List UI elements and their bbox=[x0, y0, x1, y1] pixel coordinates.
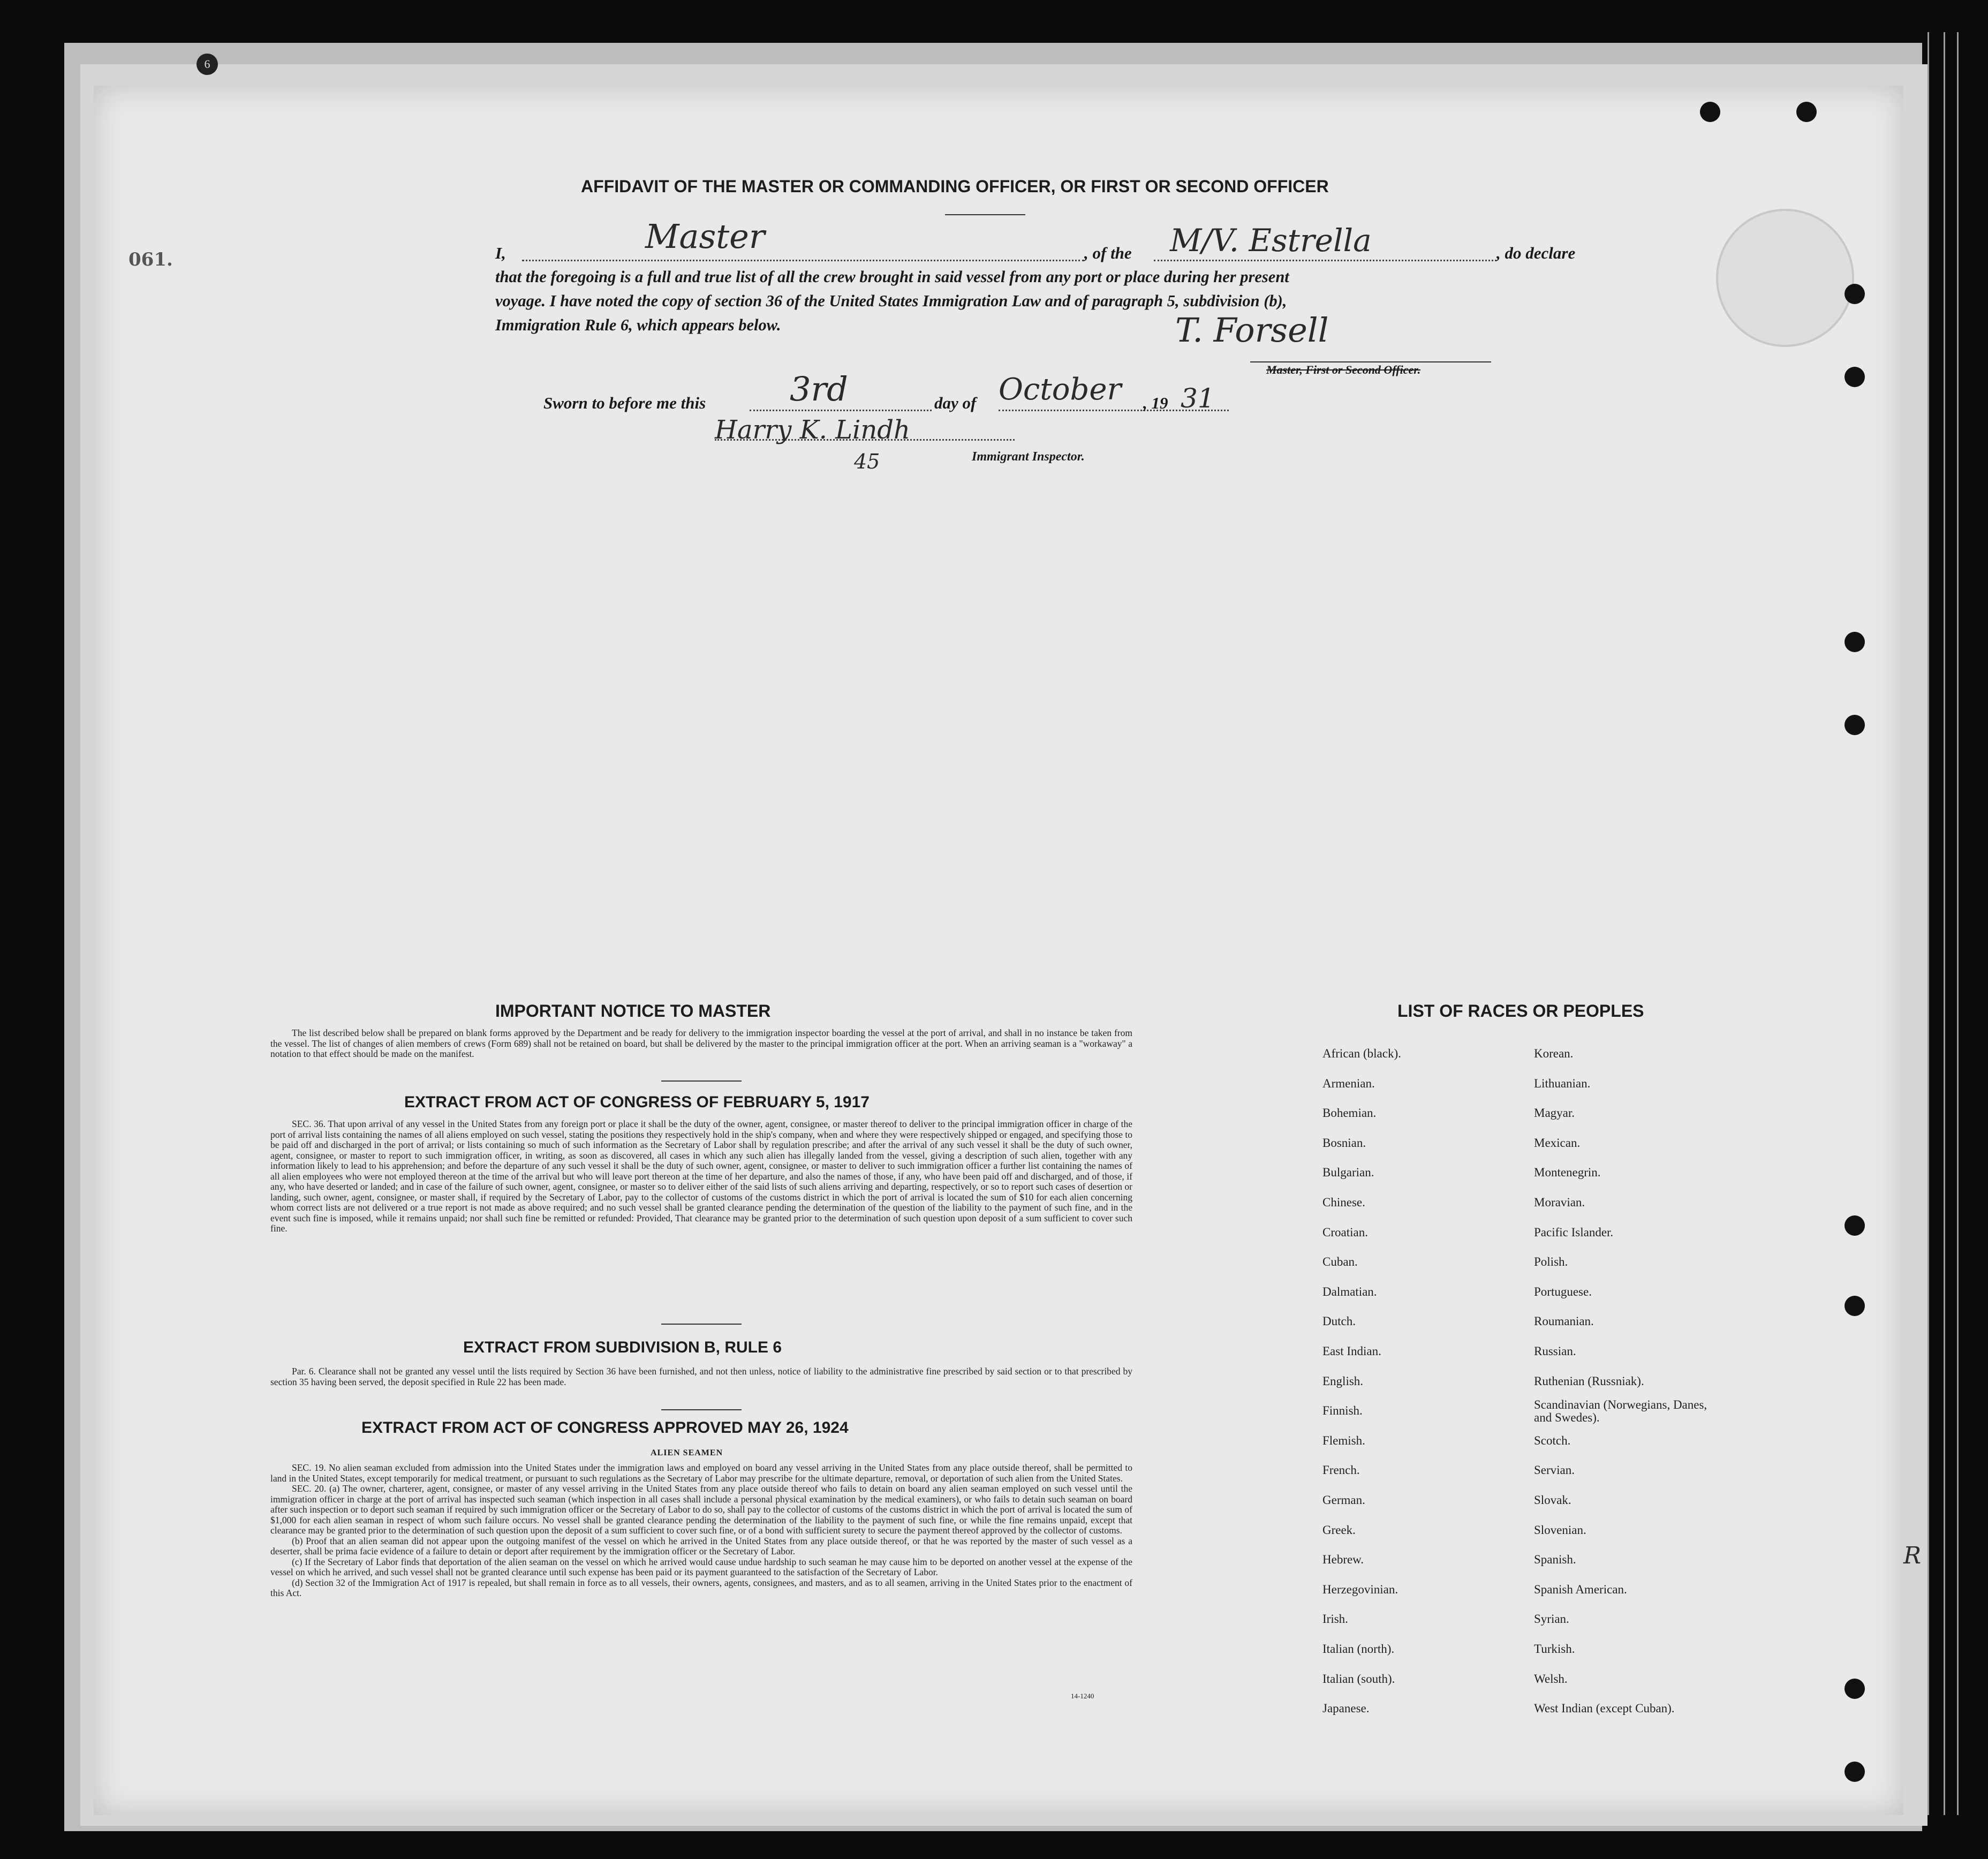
race-item: Spanish American. bbox=[1534, 1582, 1627, 1596]
side-number: 061. bbox=[128, 249, 173, 270]
race-item: Roumanian. bbox=[1534, 1314, 1594, 1328]
race-item: Greek. bbox=[1322, 1523, 1356, 1537]
race-item: Portuguese. bbox=[1534, 1284, 1592, 1298]
race-item: Slovak. bbox=[1534, 1493, 1571, 1507]
signature-line bbox=[1250, 361, 1491, 362]
sworn-label: Sworn to before me this bbox=[543, 394, 706, 412]
race-item: African (black). bbox=[1322, 1047, 1401, 1060]
race-item: Scandinavian (Norwegians, Danes, and Swedes). bbox=[1534, 1398, 1707, 1425]
day-handwritten: 3rd bbox=[790, 369, 848, 409]
race-item: Montenegrin. bbox=[1534, 1166, 1601, 1180]
margin-mark: R bbox=[1903, 1542, 1922, 1569]
punch-hole bbox=[1845, 284, 1865, 304]
extract-1924-title: EXTRACT FROM ACT OF CONGRESS APPROVED MAY 26, 1924 bbox=[361, 1419, 849, 1437]
title-rule bbox=[945, 214, 1025, 215]
punch-hole bbox=[1845, 1762, 1865, 1782]
i-line bbox=[522, 260, 1084, 261]
race-item: Chinese. bbox=[1322, 1196, 1365, 1209]
extract-1917-title: EXTRACT FROM ACT OF CONGRESS OF FEBRUARY 5, 1917 bbox=[404, 1093, 870, 1111]
race-item: Irish. bbox=[1322, 1612, 1348, 1626]
race-item: Bulgarian. bbox=[1322, 1166, 1374, 1180]
section-divider bbox=[661, 1324, 742, 1325]
punch-hole bbox=[1796, 102, 1817, 122]
race-item: Cuban. bbox=[1322, 1255, 1358, 1269]
race-item: Finnish. bbox=[1322, 1404, 1363, 1418]
month-handwritten: October bbox=[999, 372, 1122, 407]
section-20d-text: (d) Section 32 of the Immigration Act of 1917 is repealed, but shall remain in force as to all vessels, their owners, agents, consignees, and masters, and as to all seamen, arriving in the United States prior to the enactment of this Act. bbox=[270, 1577, 1132, 1598]
race-item: Servian. bbox=[1534, 1463, 1575, 1477]
inspector-initials: 45 bbox=[854, 450, 880, 473]
race-item: Korean. bbox=[1534, 1047, 1574, 1060]
punch-hole bbox=[1845, 1215, 1865, 1236]
affidavit-text-line: that the foregoing is a full and true list of all the crew brought in said vessel from any port or place during her present bbox=[495, 268, 1289, 286]
race-item: Lithuanian. bbox=[1534, 1076, 1591, 1090]
form-number: 14-1240 bbox=[1071, 1692, 1094, 1700]
race-item: Turkish. bbox=[1534, 1642, 1575, 1656]
race-item: French. bbox=[1322, 1463, 1360, 1477]
affidavit-text-line: voyage. I have noted the copy of section 36 of the United States Immigration Law and of paragraph 5, subdivision (b), bbox=[495, 292, 1287, 310]
officer-signature: T. Forsell bbox=[1175, 311, 1329, 350]
race-item: Welsh. bbox=[1534, 1672, 1568, 1686]
race-item: Spanish. bbox=[1534, 1553, 1576, 1567]
manifest-page bbox=[94, 57, 1922, 1815]
vessel-handwritten: M/V. Estrella bbox=[1170, 222, 1372, 259]
race-item: Dalmatian. bbox=[1322, 1284, 1377, 1298]
race-item: Italian (north). bbox=[1322, 1642, 1395, 1656]
alien-seamen-subtitle: ALIEN SEAMEN bbox=[651, 1448, 723, 1457]
section-divider bbox=[661, 1080, 742, 1082]
race-item: Dutch. bbox=[1322, 1314, 1356, 1328]
punch-hole bbox=[1845, 632, 1865, 652]
race-item: Syrian. bbox=[1534, 1612, 1569, 1626]
race-item: German. bbox=[1322, 1493, 1365, 1507]
punch-hole bbox=[1845, 715, 1865, 735]
i-label: I, bbox=[495, 244, 506, 262]
race-item: Croatian. bbox=[1322, 1225, 1368, 1239]
sheet-edge bbox=[1957, 32, 1959, 1815]
race-item: Hebrew. bbox=[1322, 1553, 1364, 1567]
punch-hole bbox=[1845, 1679, 1865, 1699]
races-title: LIST OF RACES OR PEOPLES bbox=[1397, 1001, 1644, 1021]
section-20c-text: (c) If the Secretary of Labor finds that deportation of the alien seaman on the vessel on which he arrived would cause undue hardship to such seaman he may cause him to be deported on another vessel at the expense of the vessel on which he arrived, and such vessel shall not be granted clearance until such expense has been paid or its payment guaranteed to the satisfaction of the Secretary of Labor. bbox=[270, 1556, 1132, 1577]
race-item: Mexican. bbox=[1534, 1136, 1581, 1150]
affidavit-title: AFFIDAVIT OF THE MASTER OR COMMANDING OFFICER, OR FIRST OR SECOND OFFICER bbox=[581, 177, 1329, 196]
inspector-seal bbox=[1716, 209, 1854, 347]
sheet-edge bbox=[1927, 32, 1929, 1815]
day-line bbox=[750, 410, 932, 411]
section-20a-text: SEC. 20. (a) The owner, charterer, agent, consignee, or master of any vessel arriving in the United States from any place outside thereof who fails to detain on board any alien seaman employed on such vessel until the immigration officer in charge at the port of arrival has inspected such seaman (which inspection in all cases shall include a personal physical examination by the medical examiners), or who fails to detain such seaman on board after such inspection or to deport such seaman if required by such immigration officer or the Secretary of Labor to do so, shall pay to the collector of customs of the customs district in which the port of arrival is located the sum of $1,000 for each alien seaman in respect of whom such failure occurs. No vessel shall be granted clearance pending the determination of the liability to the payment of such fine, or while the fine remains unpaid, except that clearance may be granted prior to the determination of such question upon the deposit of a sum sufficient to cover such fine, or of a bond with sufficient surety to secure the payment thereof approved by the collector of customs. bbox=[270, 1483, 1132, 1536]
race-item: Bosnian. bbox=[1322, 1136, 1366, 1150]
section-20b-text: (b) Proof that an alien seaman did not appear upon the outgoing manifest of the vessel on which he arrived in the United States from any place outside thereof, or that he was reported by the master of such vessel as a deserter, shall be prima facie evidence of a failure to detain or deport after requirement by the immigration officer or the Secretary of Labor. bbox=[270, 1535, 1132, 1556]
declare-label: , do declare bbox=[1496, 244, 1576, 262]
day-of-label: day of bbox=[934, 394, 977, 412]
race-item: Armenian. bbox=[1322, 1076, 1375, 1090]
race-item: East Indian. bbox=[1322, 1344, 1381, 1358]
race-item: Italian (south). bbox=[1322, 1672, 1395, 1686]
race-item: Moravian. bbox=[1534, 1196, 1585, 1209]
master-handwritten: Master bbox=[645, 217, 765, 256]
race-item: Polish. bbox=[1534, 1255, 1568, 1269]
race-item: Bohemian. bbox=[1322, 1106, 1377, 1120]
race-item: English. bbox=[1322, 1374, 1364, 1388]
vessel-line bbox=[1154, 260, 1496, 261]
corner-stamp: 6 bbox=[196, 54, 218, 75]
race-item: Pacific Islander. bbox=[1534, 1225, 1614, 1239]
race-item: Scotch. bbox=[1534, 1433, 1571, 1447]
race-item: Slovenian. bbox=[1534, 1523, 1586, 1537]
race-item: Herzegovinian. bbox=[1322, 1582, 1399, 1596]
race-item: West Indian (except Cuban). bbox=[1534, 1702, 1675, 1716]
subdivision-text: Par. 6. Clearance shall not be granted any vessel until the lists required by Section 36 have been furnished, and not then unless, notice of liability to the administrative fine prescribed by said section or to that prescribed by section 35 having been served, the deposit specified in Rule 22 has been made. bbox=[270, 1366, 1132, 1387]
affidavit-text-line: Immigration Rule 6, which appears below. bbox=[495, 316, 781, 334]
section-19-text: SEC. 19. No alien seaman excluded from admission into the United States under the immigration laws and employed on board any vessel arriving in the United States from any place outside thereof, shall be permitted to land in the United States, except temporarily for medical treatment, or pursuant to such regulations as the Secretary of Labor may prescribe for the ultimate departure, removal, or deportation of such alien from the United States. bbox=[270, 1462, 1132, 1484]
notice-title: IMPORTANT NOTICE TO MASTER bbox=[495, 1001, 771, 1021]
race-item: Magyar. bbox=[1534, 1106, 1575, 1120]
sheet-edge bbox=[1944, 32, 1945, 1815]
race-item: Ruthenian (Russniak). bbox=[1534, 1374, 1644, 1388]
race-item: Russian. bbox=[1534, 1344, 1576, 1358]
of-the-label: , of the bbox=[1084, 244, 1132, 262]
punch-hole bbox=[1845, 1296, 1865, 1316]
year-handwritten: 31 bbox=[1181, 383, 1215, 414]
race-item: Flemish. bbox=[1322, 1433, 1365, 1447]
extract-1924-body bbox=[270, 1463, 1132, 1599]
punch-hole bbox=[1700, 102, 1720, 122]
inspector-signature: Harry K. Lindh bbox=[715, 415, 910, 445]
race-item: Japanese. bbox=[1322, 1702, 1370, 1716]
officer-caption: Master, First or Second Officer. bbox=[1266, 363, 1421, 376]
punch-hole bbox=[1845, 367, 1865, 387]
year-prefix: , 19 bbox=[1143, 394, 1168, 412]
section-divider bbox=[661, 1409, 742, 1410]
subdivision-title: EXTRACT FROM SUBDIVISION B, RULE 6 bbox=[463, 1339, 782, 1356]
notice-text: The list described below shall be prepared on blank forms approved by the Department and be ready for delivery to the immigration inspector boarding the vessel at the port of arrival, and shall in no instance be taken from the vessel. The list of changes of alien members of crews (Form 689) shall not be retained on board, but shall be delivered by the master to the principal immigration officer at the port. When an arriving seaman is a "workaway" a notation to that effect should be made on the manifest. bbox=[270, 1027, 1132, 1059]
inspector-caption: Immigrant Inspector. bbox=[972, 450, 1085, 464]
extract-1917-text: SEC. 36. That upon arrival of any vessel in the United States from any foreign port or place it shall be the duty of the owner, agent, consignee, or master thereof to deliver to the principal immigration officer in charge of the port of arrival lists containing the names of all aliens employed on such vessel, stating the positions they respectively hold in the ship's company, when and where they were respectively shipped or engaged, and specifying those to be paid off and discharged in the port of arrival; or lists containing so much of such information as the Secretary of Labor shall by regulation prescribe; and after the arrival of any such vessel it shall be the duty of such owner, agent, consignee, or master to report to such immigration officer, in writing, as soon as discovered, all cases in which any such alien has illegally landed from the vessel, giving a description of such alien, together with any information likely to lead to his apprehension; and before the departure of any such vessel it shall be the duty of such owner, agent, consignee, or master to deliver to such immigration officer a further list containing the names of all alien employees who were not employed thereon at the time of the arrival but who will leave port thereon at the time of her departure, and also the names of those, if any, who have been paid off and discharged, and of those, if any, who have deserted or landed; and in case of the failure of such owner, agent, consignee, or master so to deliver either of the said lists of such aliens arriving and departing, respectively, or so to report such cases of desertion or landing, such owner, agent, consignee, or master shall, if required by the Secretary of Labor, pay to the collector of customs of the customs district in which the port of arrival is located the sum of $10 for each alien concerning whom correct lists are not delivered or a true report is not made as above required; and no such vessel shall be granted clearance pending the determination of the question of the liability to the payment of such fine, and in the event such fine is imposed, while it remains unpaid; nor shall such fine be remitted or refunded: Provided, That clearance may be granted prior to the determination of such question upon deposit of a sum sufficient to cover such fine. bbox=[270, 1119, 1132, 1234]
